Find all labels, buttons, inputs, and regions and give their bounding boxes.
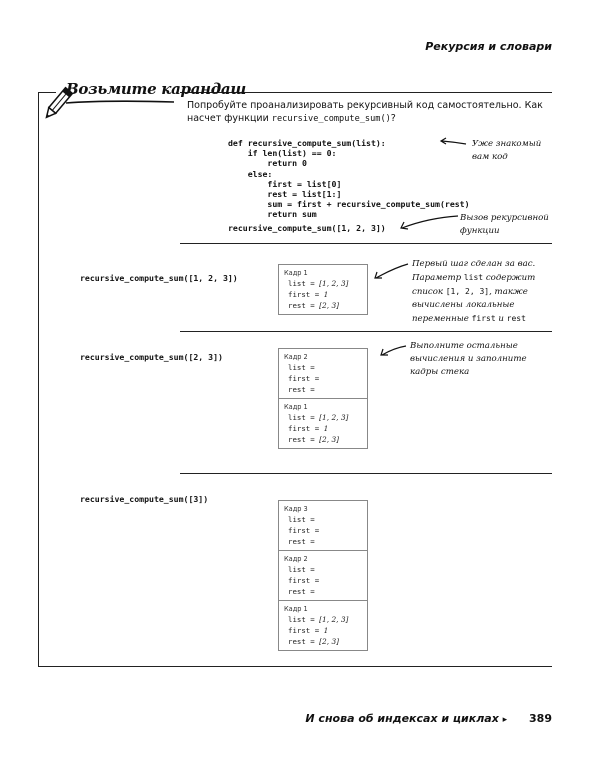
- note-text: , также: [489, 287, 528, 297]
- box-border-bottom: [38, 666, 552, 667]
- frame-title: Кадр 3: [284, 505, 308, 513]
- separator-3: [180, 473, 552, 474]
- stack-frame: [279, 601, 367, 650]
- page-footer: [305, 712, 552, 725]
- frame-list-label: list =: [288, 279, 315, 288]
- frame-first-value: 1: [323, 626, 329, 635]
- separator-1: [180, 243, 552, 244]
- frame-list: [284, 564, 367, 575]
- intro-prefix: насчет функции: [187, 113, 272, 124]
- page-number: 389: [529, 712, 552, 725]
- frame-first-label: first =: [288, 290, 320, 299]
- stack-frame: [279, 399, 367, 448]
- frame-rest-label: rest =: [288, 301, 315, 310]
- frame-rest: [284, 536, 367, 547]
- note-first-step: [412, 258, 535, 326]
- exercise-intro: [187, 99, 547, 126]
- frame-first: [284, 423, 367, 434]
- frame-title: Кадр 2: [284, 353, 308, 361]
- frame-rest-value: [2, 3]: [319, 435, 340, 444]
- arrow-curved-left-icon: [378, 344, 408, 358]
- arrow-curved-left-icon: [398, 214, 460, 232]
- frame-list-label: list =: [288, 515, 315, 524]
- note-text: переменные: [412, 314, 472, 324]
- frame-list-label: list =: [288, 615, 315, 624]
- arrow-curved-left-icon: [372, 262, 410, 282]
- note-code: [1, 2, 3]: [445, 287, 490, 296]
- footer-chapter: И снова об индексах и циклах: [305, 712, 499, 725]
- row-call: recursive_compute_sum([3]): [80, 494, 209, 504]
- separator-2: [180, 331, 552, 332]
- intro-line-2: [187, 112, 547, 126]
- frame-rest-value: [2, 3]: [319, 301, 340, 310]
- note-code: first: [471, 314, 496, 323]
- note-first-step-line-2: [412, 271, 535, 285]
- frame-first: [284, 525, 367, 536]
- note-recursive-line-2: функции: [460, 226, 500, 236]
- arrow-left-icon: [438, 138, 468, 148]
- note-first-step-line-3: [412, 285, 535, 299]
- frame-first-label: first =: [288, 374, 320, 383]
- exercise-title: Возьмите карандаш: [66, 80, 246, 98]
- frame-first-value: 1: [323, 424, 329, 433]
- note-text: и: [495, 314, 507, 324]
- note-fill-frames: [410, 340, 527, 379]
- note-first-step-line-1: Первый шаг сделан за вас.: [412, 259, 536, 269]
- frame-rest: [284, 586, 367, 597]
- note-text: список: [412, 287, 446, 297]
- note-familiar-code: [472, 138, 541, 164]
- frame-first-label: first =: [288, 576, 320, 585]
- note-first-step-line-4: вычислены локальные: [412, 300, 515, 310]
- note-fill-line-2: вычисления и заполните: [410, 354, 527, 364]
- stack-frames: [278, 264, 368, 315]
- frame-list: [284, 412, 367, 423]
- intro-suffix: ?: [390, 113, 396, 124]
- note-fill-line-3: кадры стека: [410, 367, 470, 377]
- footer-arrow-icon: ▸: [502, 715, 508, 725]
- frame-rest-label: rest =: [288, 537, 315, 546]
- frame-first: [284, 625, 367, 636]
- frame-first-label: first =: [288, 626, 320, 635]
- note-code: list: [463, 273, 484, 282]
- frame-rest-label: rest =: [288, 385, 315, 394]
- frame-title: Кадр 1: [284, 605, 308, 613]
- frame-rest: [284, 300, 367, 311]
- stack-frame: [279, 349, 367, 399]
- frame-rest-label: rest =: [288, 435, 315, 444]
- code-call: recursive_compute_sum([1, 2, 3]): [228, 223, 386, 233]
- note-recursive-call: [460, 212, 549, 238]
- frame-first: [284, 575, 367, 586]
- note-recursive-line-1: Вызов рекурсивной: [460, 213, 549, 223]
- frame-list: [284, 514, 367, 525]
- frame-rest: [284, 636, 367, 647]
- code-listing: def recursive_compute_sum(list): if len(list) == 0: return 0 else: first = list[0] rest = list[1:] sum = first + recursive_compute_sum(rest) return sum: [228, 138, 470, 220]
- note-text: Параметр: [412, 273, 464, 283]
- frame-rest-value: [2, 3]: [319, 637, 340, 646]
- frame-first-label: first =: [288, 424, 320, 433]
- frame-list-label: list =: [288, 565, 315, 574]
- intro-line-1: Попробуйте проанализировать рекурсивный код самостоятельно. Как: [187, 100, 543, 111]
- frame-first: [284, 373, 367, 384]
- stack-frame: [279, 551, 367, 601]
- row-call: recursive_compute_sum([1, 2, 3]): [80, 273, 238, 283]
- frame-title: Кадр 2: [284, 555, 308, 563]
- frame-rest-label: rest =: [288, 637, 315, 646]
- stack-frame: [279, 501, 367, 551]
- note-familiar-line-1: Уже знакомый: [472, 139, 542, 149]
- frame-title: Кадр 1: [284, 269, 308, 277]
- frame-list: [284, 614, 367, 625]
- frame-list-value: [1, 2, 3]: [319, 413, 349, 422]
- frame-list-value: [1, 2, 3]: [319, 279, 349, 288]
- frame-rest: [284, 434, 367, 445]
- note-familiar-line-2: вам код: [472, 152, 508, 162]
- stack-frames: [278, 348, 368, 449]
- frame-first: [284, 289, 367, 300]
- frame-rest-label: rest =: [288, 587, 315, 596]
- stack-frame: [279, 265, 367, 314]
- frame-title: Кадр 1: [284, 403, 308, 411]
- box-border-left: [38, 92, 39, 666]
- note-fill-line-1: Выполните остальные: [410, 341, 518, 351]
- frame-list-label: list =: [288, 363, 315, 372]
- note-text: содержит: [483, 273, 536, 283]
- frame-rest: [284, 384, 367, 395]
- note-first-step-line-5: [412, 312, 535, 326]
- running-header: Рекурсия и словари: [425, 40, 552, 53]
- frame-list-label: list =: [288, 413, 315, 422]
- stack-frames: [278, 500, 368, 651]
- frame-first-label: first =: [288, 526, 320, 535]
- frame-list: [284, 278, 367, 289]
- note-code: rest: [506, 314, 526, 323]
- frame-list: [284, 362, 367, 373]
- title-underline: [64, 98, 176, 106]
- row-call: recursive_compute_sum([2, 3]): [80, 352, 223, 362]
- frame-first-value: 1: [323, 290, 329, 299]
- intro-function-name: recursive_compute_sum(): [271, 114, 391, 124]
- frame-list-value: [1, 2, 3]: [319, 615, 349, 624]
